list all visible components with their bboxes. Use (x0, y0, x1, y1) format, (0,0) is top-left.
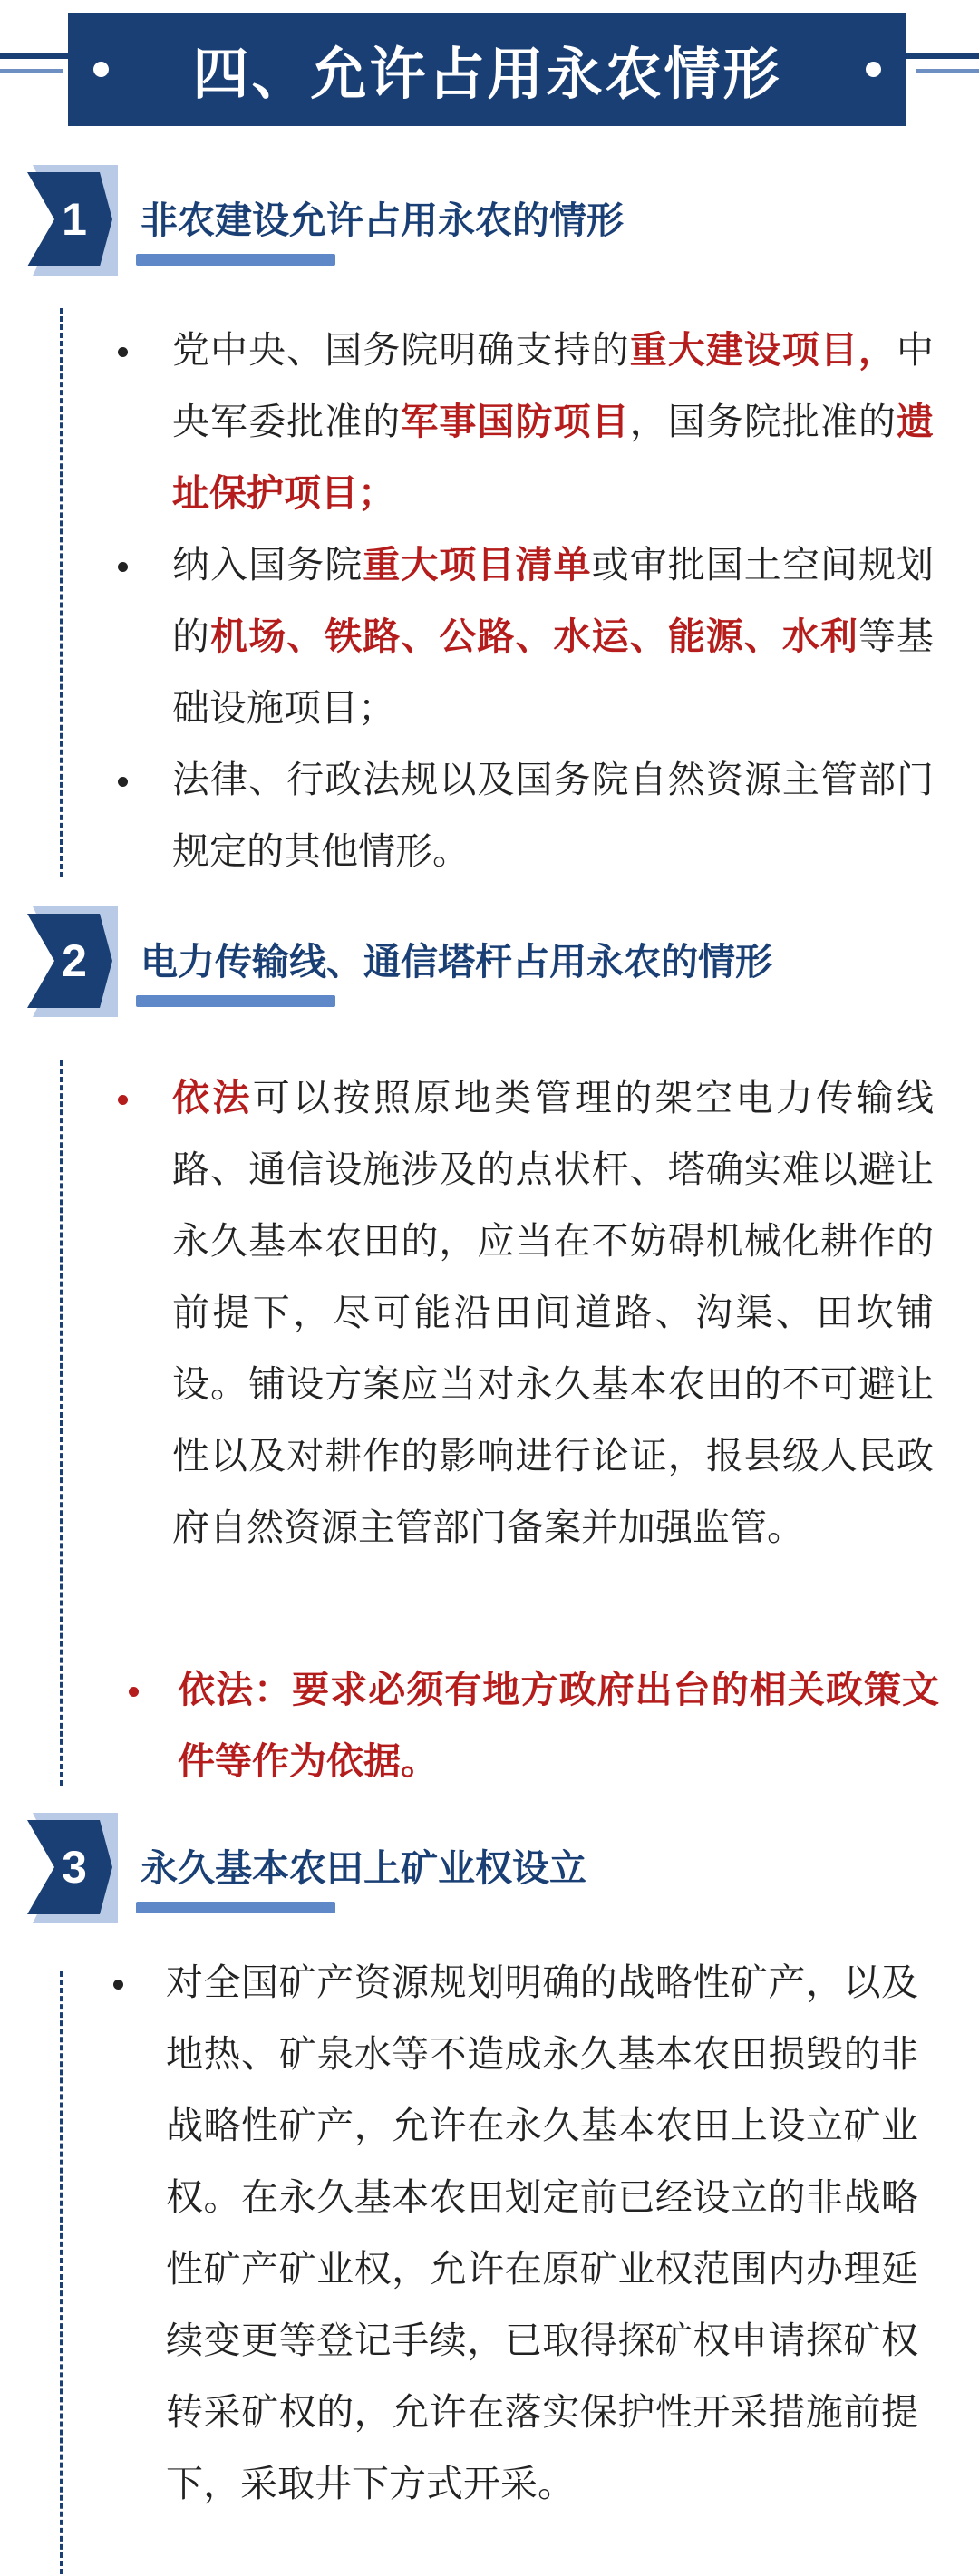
text-segment: 党中央、国务院明确支持的 (172, 328, 630, 372)
page-title: 四、允许占用永农情形 (192, 41, 782, 107)
text-segment: 或审批国土空间规划的 (172, 543, 935, 658)
text-segment: 纳入国务院 (172, 543, 363, 586)
text-segment: ，国务院批准的 (629, 400, 897, 443)
dashed-guide (60, 1060, 63, 1786)
section-underline (136, 254, 335, 266)
text-segment: 法律、行政法规以及国务院自然资源主管部门规定的其他情形。 (172, 758, 934, 873)
item-text (172, 315, 934, 529)
section-number: 1 (62, 194, 87, 245)
section-title: 非农建设允许占用永农的情形 (141, 199, 624, 242)
section-number-badge (27, 165, 118, 276)
item-text (172, 744, 934, 887)
highlighted-text: 遗址保护项目； (172, 400, 935, 515)
item-text (172, 1062, 934, 1564)
section-number-badge (27, 1813, 118, 1923)
item-text (178, 1654, 939, 1797)
text-segment: 可以按照原地类管理的架空电力传输线路、通信设施涉及的点状杆、塔确实难以避让永久基本农田的，应当在不妨碍机械化耕作的前提下，尽可能沿田间道路、沟渠、田坎铺设。铺设方案应当对永久基本农田的不可避让性以及对耕作的影响进行论证，报县级人民政府自然资源主管部门备案并加强监管。 (172, 1076, 935, 1549)
highlighted-text: 重大项目清单 (363, 543, 592, 586)
highlighted-text: 机场、铁路、公路、水运、能源、水利 (210, 615, 858, 658)
section-2-header (0, 906, 979, 1042)
dashed-guide (60, 308, 63, 877)
banner-line-left-light (0, 69, 63, 73)
highlighted-text: 依法 (172, 1076, 253, 1119)
dashed-guide (60, 1971, 63, 2574)
section-1-header (0, 165, 979, 301)
highlighted-text: 军事国防项目 (401, 400, 630, 443)
highlighted-text: 重大建设项目， (629, 328, 897, 372)
section-number: 2 (62, 935, 87, 986)
section-3-header (0, 1813, 979, 1949)
bullet-dot (129, 1687, 139, 1697)
section-title: 电力传输线、通信塔杆占用永农的情形 (141, 940, 772, 983)
banner-dot-right (866, 62, 881, 77)
bullet-dot (118, 347, 128, 357)
bullet-dot (113, 1980, 123, 1990)
section-underline (136, 995, 335, 1007)
section-title: 永久基本农田上矿业权设立 (141, 1846, 586, 1890)
header-banner (68, 13, 906, 126)
section-underline (136, 1902, 335, 1913)
item-text (166, 1947, 918, 2520)
highlighted-text: 依法：要求必须有地方政府出台的相关政策文件等作为依据。 (178, 1668, 939, 1783)
section-number: 3 (62, 1842, 87, 1893)
bullet-dot (118, 1095, 128, 1105)
text-segment: 等基础设施项目； (172, 615, 935, 730)
bullet-dot (118, 562, 128, 572)
banner-line-right-light (916, 69, 979, 73)
item-text (172, 529, 934, 744)
section-number-badge (27, 906, 118, 1017)
text-segment: 中央军委批准的 (172, 328, 935, 443)
bullet-dot (118, 777, 128, 787)
text-segment: 对全国矿产资源规划明确的战略性矿产，以及地热、矿泉水等不造成永久基本农田损毁的非战略性矿产，允许在永久基本农田上设立矿业权。在永久基本农田划定前已经设立的非战略性矿产矿业权，允许在原矿业权范围内办理延续变更等登记手续，已取得探矿权申请探矿权转采矿权的，允许在落实保护性开采措施前提下，采取井下方式开采。 (166, 1961, 918, 2505)
banner-dot-left (93, 62, 109, 77)
